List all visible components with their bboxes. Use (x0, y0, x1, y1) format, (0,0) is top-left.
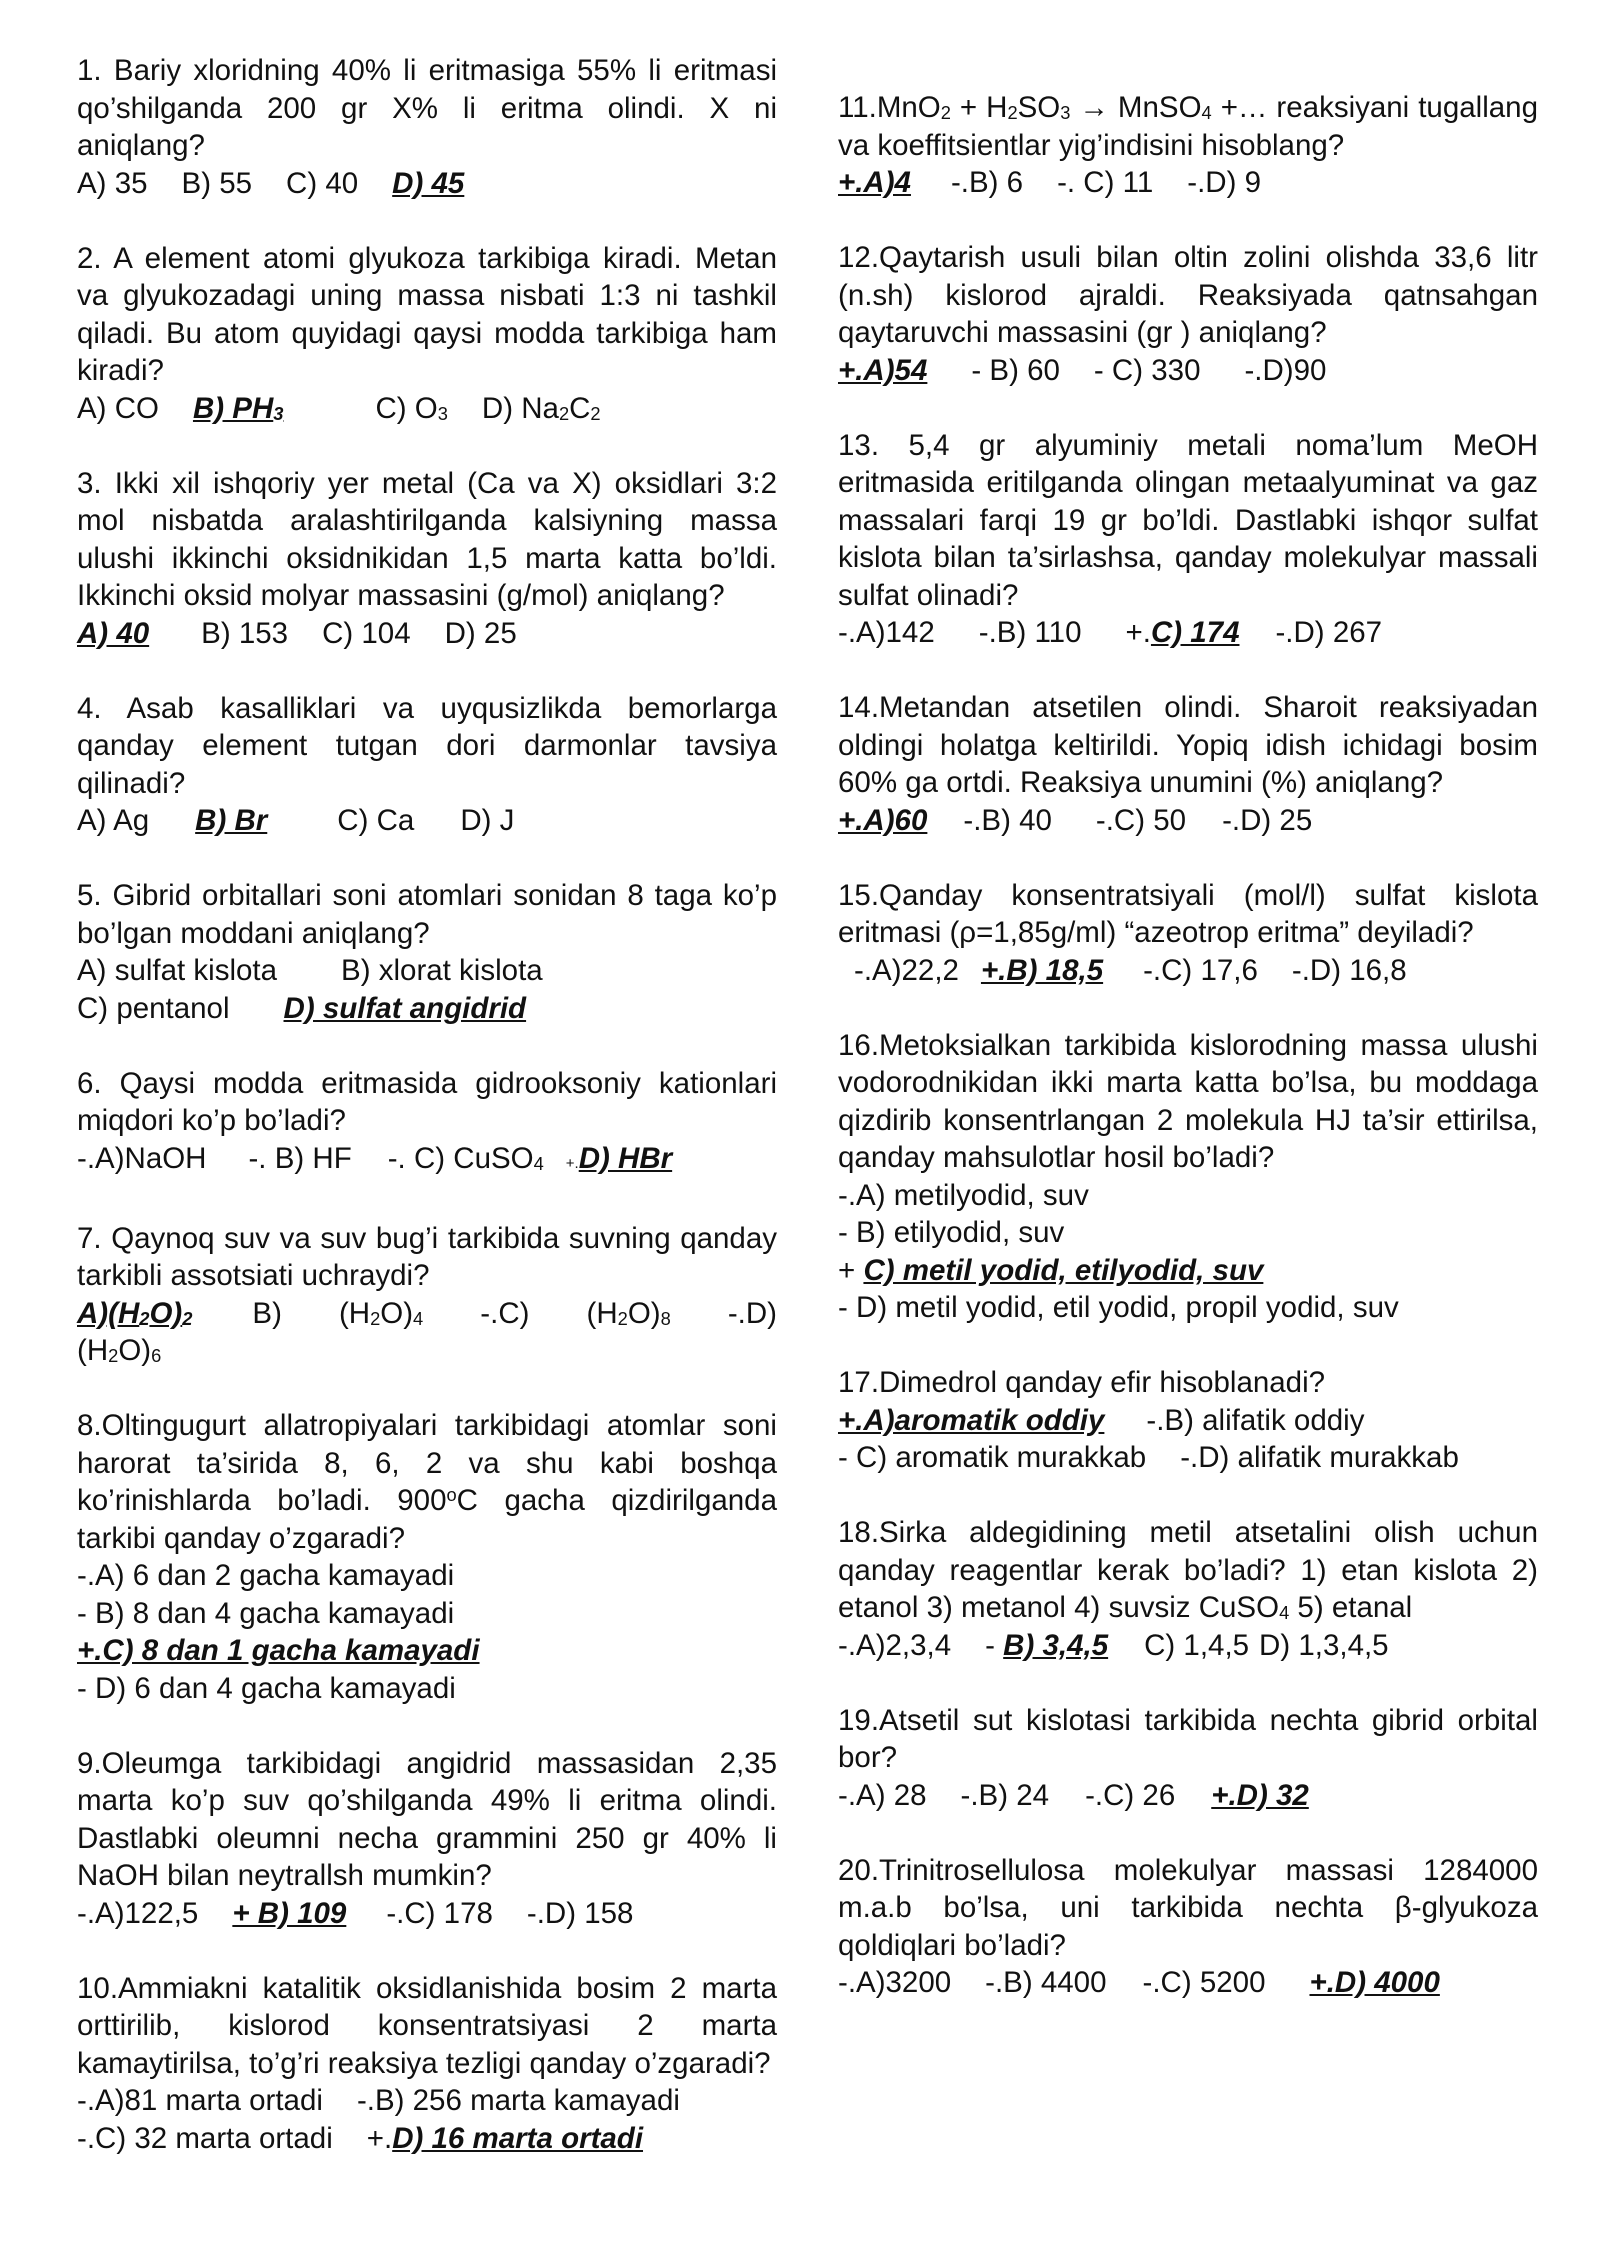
option-c: -.C) 50 (1095, 803, 1187, 837)
option-d-continued: $(H_2O)_6$ (77, 1334, 162, 1367)
question-19 (838, 1702, 1538, 1815)
option-c: C) 104 (322, 616, 411, 650)
question-10 (77, 1970, 777, 2158)
option-a: -.A) 28 (838, 1778, 927, 1812)
correct-option-a: A) 40 (77, 616, 150, 650)
option-c: C) pentanol (77, 991, 230, 1025)
answer-options (838, 802, 1538, 840)
option-c: -.C) 5200 (1142, 1966, 1266, 1999)
correct-option-c: +.C) 8 dan 1 gacha kamayadi (77, 1634, 480, 1667)
question-text: 3. Ikki xil ishqoriy yer metal (Ca va X) oksidlari 3:2 mol nisbatda aralashtirilganda kalsiyning massa ulushi ikkinchi oksidnikidan 1,5 marta katta bo’ldi. Ikkinchi oksid molyar massasini (g/mol) aniqlang? (77, 466, 777, 612)
answer-options (838, 1964, 1538, 2002)
correct-option-b: B) 3,4,5 (1003, 1628, 1109, 1662)
correct-option-d: D) 16 marta ortadi (392, 2121, 644, 2155)
option-a: -.A)122,5 (77, 1896, 199, 1930)
question-text: 12.Qaytarish usuli bilan oltin zolini olishda 33,6 litr (n.sh) kislorod ajraldi. Reaksiyada qatnsahgan qaytaruvchi massasini (gr ) aniqlang? (838, 241, 1538, 349)
answer-options (838, 164, 1538, 202)
answer-options (77, 1140, 777, 1183)
correct-option-a: +.A)4 (838, 166, 911, 199)
option-d: - D) 6 dan 4 gacha kamayadi (77, 1671, 456, 1705)
question-13 (838, 427, 1538, 652)
answer-options (838, 952, 1538, 990)
option-c: -.C) 17,6 (1143, 953, 1258, 987)
question-text: 20.Trinitrosellulosa molekulyar massasi 1284000 m.a.b bo’lsa, uni tarkibida nechta β-glyukoza qoldiqlari bo’ladi? (838, 1853, 1538, 1962)
option-a: -.A)142 (838, 616, 935, 649)
correct-option-a: +.A)54 (838, 353, 928, 387)
option-b: -.B) 24 (960, 1778, 1050, 1812)
option-a: A) CO (77, 391, 159, 425)
correct-option-b: B) Br (195, 804, 268, 837)
question-14 (838, 689, 1538, 839)
question-1 (77, 52, 777, 202)
question-text: 19.Atsetil sut kislotasi tarkibida nechta gibrid orbital bor? (838, 1703, 1538, 1774)
answer-options (838, 1777, 1538, 1815)
question-text: 9.Oleumga tarkibidagi angidrid massasidan 2,35 marta ko’p suv qo’shilganda 49% li eritma olindi. Dastlabki oleumni necha grammini 250 gr 40% li NaOH bilan neytrallsh mumkin? (77, 1746, 777, 1892)
option-d: -.D) alifatik murakkab (1180, 1441, 1459, 1474)
option-d: D) 25 (444, 616, 517, 650)
correct-option-d: D) 45 (392, 166, 465, 200)
option-d: -.D) 25 (1222, 803, 1313, 837)
option-b: - B) 60 (971, 353, 1060, 387)
correct-option-b: +.B) 18,5 (980, 953, 1104, 987)
correct-option-d: D) HBr (578, 1141, 673, 1175)
option-d: D) 1,3,4,5 (1259, 1628, 1389, 1662)
question-text: 13. 5,4 gr alyuminiy metali noma’lum MeOH eritmasida eritilganda olingan metaalyuminat va gaz massalari farqi 19 gr bo’ldi. Dastlabki ishqor sulfat kislota bilan ta’sirlashsa, qanday molekulyar massali sulfat olinadi? (838, 428, 1538, 612)
correct-option-c: C) metil yodid, etilyodid, suv (863, 1253, 1264, 1287)
question-text: 17.Dimedrol qanday efir hisoblanadi? (838, 1366, 1326, 1399)
option-c: -.C) 178 (386, 1896, 493, 1930)
option-b: -.B) 6 (950, 166, 1024, 199)
option-d: -.D)90 (1244, 353, 1327, 387)
question-text: 16.Metoksialkan tarkibida kislorodning massa ulushi vodorodnikidan ikki marta katta bo’lsa, bu moddaga qizdirib konsentrlangan 2 molekula HJ ta’sir ettirilsa, qanday mahsulotlar hosil bo’ladi? (838, 1028, 1538, 1174)
question-8 (77, 1407, 777, 1707)
question-text: 7. Qaynoq suv va suv bug’i tarkibida suvning qanday tarkibli assotsiati uchraydi? (77, 1221, 777, 1292)
correct-mark: +. (1125, 616, 1151, 649)
option-b: -.B) alifatik oddiy (1146, 1403, 1365, 1437)
question-18 (838, 1514, 1538, 1664)
option-b: -.B) 40 (963, 803, 1052, 837)
answer-options (77, 802, 777, 840)
correct-mark: +. (565, 1154, 579, 1172)
option-c: -. C) 11 (1057, 166, 1154, 199)
option-b: B) xlorat kislota (341, 954, 543, 987)
question-text: 15.Qanday konsentratsiyali (mol/l) sulfat kislota eritmasi (ρ=1,85g/ml) “azeotrop eritma” deyiladi? (838, 878, 1538, 949)
correct-option-a: +.A)aromatik oddiy (838, 1403, 1105, 1437)
option-a: -.A)81 marta ortadi (77, 2084, 323, 2117)
option-a: -.A) 6 dan 2 gacha kamayadi (77, 1559, 455, 1592)
question-text: 6. Qaysi modda eritmasida gidrooksoniy kationlari miqdori ko’p bo’ladi? (77, 1066, 777, 1137)
question-3 (77, 465, 777, 653)
correct-option-d: +.D) 4000 (1309, 1966, 1440, 1999)
question-15 (838, 877, 1538, 990)
correct-option-d: D) sulfat angidrid (283, 991, 527, 1025)
option-d: D) J (460, 804, 515, 837)
option-d: -.D) 9 (1187, 166, 1262, 199)
answer-options (77, 390, 777, 428)
option-d: -.D) (727, 1296, 777, 1330)
question-12 (838, 239, 1538, 389)
right-column (838, 89, 1538, 2039)
answer-options-row-2 (77, 990, 777, 1028)
question-2 (77, 240, 777, 428)
answer-options (838, 614, 1538, 652)
question-text: 1. Bariy xloridning 40% li eritmasiga 55% li eritmasi qo’shilganda 200 gr X% li eritma olindi. X ni aniqlang? (77, 54, 777, 162)
option-c: -.C) 26 (1085, 1778, 1176, 1812)
question-6 (77, 1065, 777, 1183)
option-d: -.D) 16,8 (1291, 953, 1407, 987)
question-9 (77, 1745, 777, 1933)
answer-options-row-2 (77, 2120, 777, 2158)
option-b: -.B) 4400 (985, 1966, 1107, 1999)
option-a: -.A)3200 (838, 1966, 952, 1999)
option-c: C) 40 (286, 166, 359, 200)
question-5 (77, 877, 777, 1027)
option-a: -.A) metilyodid, suv (838, 1178, 1089, 1212)
option-d: -.D) 158 (526, 1896, 634, 1930)
option-c: C) 1,4,5 (1144, 1628, 1250, 1662)
answer-options (838, 352, 1538, 390)
answer-options-row-1 (77, 952, 777, 990)
answer-options (77, 1895, 777, 1933)
option-a: A) Ag (77, 804, 150, 837)
option-b: - B) 8 dan 4 gacha kamayadi (77, 1596, 455, 1630)
correct-mark: - (985, 1628, 1004, 1662)
correct-mark: +. (366, 2121, 393, 2155)
question-17 (838, 1364, 1538, 1477)
option-c: - C) 330 (1093, 353, 1201, 387)
question-text: 8.Oltingugurt allatropiyalari tarkibidagi atomlar soni harorat ta’sirida 8, 6, 2 va shu kabi boshqa ko’rinishlarda bo’ladi. 900$^o$C gacha qizdirilganda tarkibi qanday o’zgaradi? (77, 1409, 777, 1555)
option-d: D) $Na_2C_2$ (481, 391, 601, 425)
answer-options (838, 1627, 1538, 1665)
correct-mark: + (838, 1253, 864, 1287)
question-text: 5. Gibrid orbitallari soni atomlari sonidan 8 taga ko’p bo’lgan moddani aniqlang? (77, 879, 777, 950)
option-b: B) $(H_2O)_4$ (252, 1296, 424, 1330)
answer-options-row-1 (838, 1402, 1538, 1440)
option-a: -.A)2,3,4 (838, 1628, 952, 1662)
correct-option-b: B) $PH_3$ (192, 391, 284, 425)
option-c-row (838, 1252, 1538, 1290)
answer-options (77, 615, 777, 653)
correct-option-a: +.A)60 (838, 803, 928, 837)
option-d: - D) metil yodid, etil yodid, propil yodid, suv (838, 1291, 1399, 1324)
option-b: -.B) 256 marta kamayadi (356, 2084, 680, 2117)
option-b: -.B) 110 (978, 616, 1082, 649)
question-20 (838, 1852, 1538, 2002)
left-column (77, 52, 777, 2195)
option-a: A) 35 (77, 166, 148, 200)
question-text: 10.Ammiakni katalitik oksidlanishida bosim 2 marta orttirilib, kislorod konsentratsiyasi 2 marta kamaytirilsa, to’g’ri reaksiya tezligi qanday o’zgaradi? (77, 1971, 777, 2080)
question-11 (838, 89, 1538, 202)
option-b: B) 55 (181, 166, 253, 200)
answer-options-row-1 (77, 2082, 777, 2120)
option-a: -.A)NaOH (77, 1141, 207, 1175)
option-d: -.D) 267 (1275, 616, 1383, 649)
option-c: C) Ca (337, 804, 415, 837)
option-c: - C) aromatik murakkab (838, 1441, 1147, 1474)
correct-option-b: + B) 109 (232, 1896, 347, 1930)
answer-options-row-2 (838, 1439, 1538, 1477)
question-text: 18.Sirka aldegidining metil atsetalini olish uchun qanday reagentlar kerak bo’ladi? 1) etan kislota 2) etanol 3) metanol 4) suvsiz CuSO$_4$ 5) etanal (838, 1516, 1538, 1624)
correct-option-d: +.D) 32 (1211, 1778, 1309, 1812)
option-b: - B) etilyodid, suv (838, 1216, 1065, 1249)
question-text: 14.Metandan atsetilen olindi. Sharoit reaksiyadan oldingi holatga keltirildi. Yopiq idish ichidagi bosim 60% ga ortdi. Reaksiya unumini (%) aniqlang? (838, 691, 1538, 799)
question-text: 4. Asab kasalliklari va uyqusizlikda bemorlarga qanday element tutgan dori darmonlar tavsiya qilinadi? (77, 691, 777, 800)
option-b: B) 153 (201, 616, 289, 650)
option-b: -. B) HF (248, 1141, 352, 1175)
answer-options (77, 165, 777, 203)
option-c: -.C) $(H_2O)_8$ (480, 1296, 671, 1330)
question-text: 2. A element atomi glyukoza tarkibiga kiradi. Metan va glyukozadagi uning massa nisbati 1:3 ni tashkil qiladi. Bu atom quyidagi qaysi modda tarkibiga ham kiradi? (77, 241, 777, 387)
answer-options (77, 1295, 777, 1333)
option-a: -.A)22,2 (854, 953, 959, 987)
question-text: $11.MnO_2 + H_2SO_3$ → MnSO$_4$ +… reaksiyani tugallang va koeffitsientlar yig’indisini hisoblang? (838, 91, 1538, 162)
question-4 (77, 690, 777, 840)
question-16 (838, 1027, 1538, 1327)
correct-option-c: C) 174 (1150, 616, 1240, 649)
question-7 (77, 1220, 777, 1370)
option-a: A) sulfat kislota (77, 954, 278, 987)
correct-option-a: $A)(H_2O)_2$ (77, 1296, 193, 1330)
option-c: -. C) CuSO$_4$ (387, 1141, 544, 1175)
option-c: C) $O_3$ (375, 391, 448, 425)
option-c: -.C) 32 marta ortadi (77, 2121, 333, 2155)
